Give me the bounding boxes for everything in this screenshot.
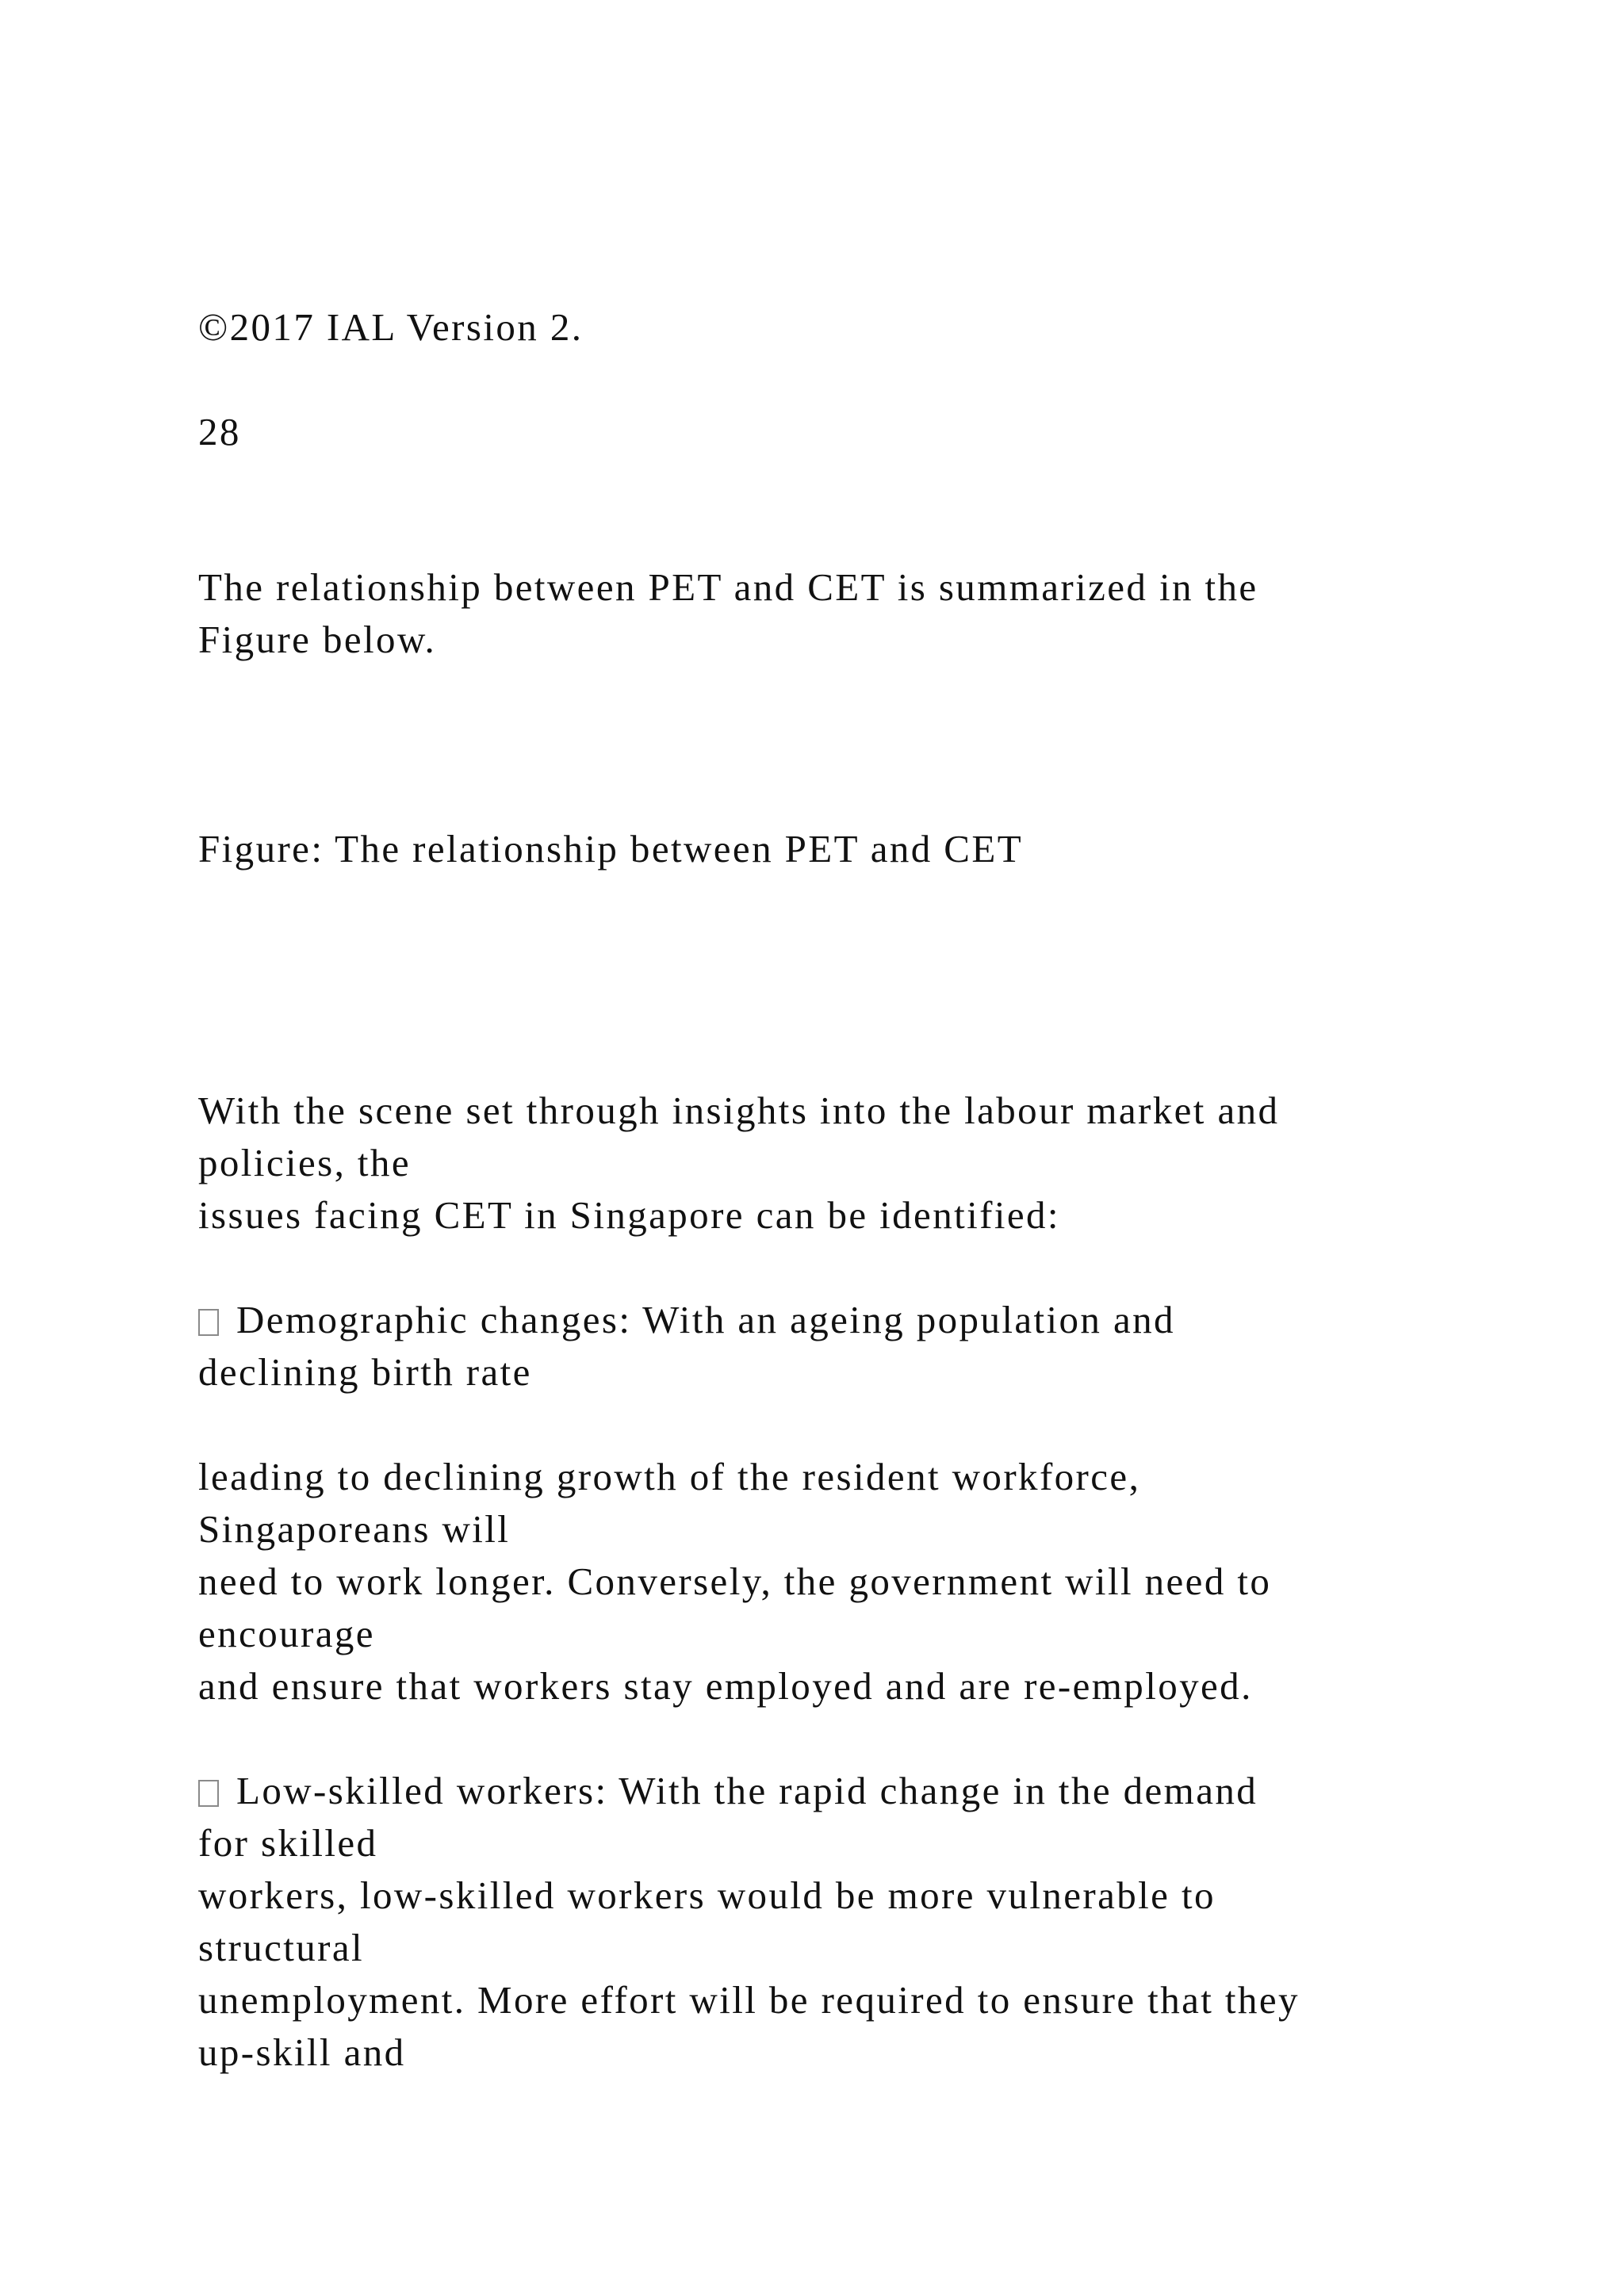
- page-number: 28: [198, 410, 241, 453]
- intro-line-2: Figure below.: [198, 618, 437, 661]
- bullet-1-line: need to work longer. Conversely, the government will need to: [198, 1559, 1272, 1603]
- bullet-2-line: for skilled: [198, 1821, 378, 1865]
- figure-caption: Figure: The relationship between PET and CET: [198, 827, 1024, 871]
- missing-glyph-box-icon: [198, 1309, 219, 1336]
- lead-line-3: issues facing CET in Singapore can be identified:: [198, 1193, 1060, 1237]
- bullet-2-first-line: [198, 1771, 1258, 1810]
- bullet-2-line: up-skill and: [198, 2030, 406, 2074]
- bullet-1-line: encourage: [198, 1612, 375, 1655]
- bullet-2-lead: Low-skilled workers: With the rapid change in the demand: [236, 1769, 1258, 1812]
- bullet-1-line: declining birth rate: [198, 1350, 532, 1394]
- bullet-2-line: structural: [198, 1926, 365, 1969]
- bullet-1-lead: Demographic changes: With an ageing population and: [236, 1298, 1175, 1341]
- lead-line-1: With the scene set through insights into the labour market and: [198, 1089, 1280, 1132]
- lead-line-2: policies, the: [198, 1141, 411, 1184]
- bullet-2-line: workers, low-skilled workers would be more vulnerable to: [198, 1873, 1216, 1917]
- bullet-1-line: leading to declining growth of the resident workforce,: [198, 1455, 1141, 1498]
- copyright-line: ©2017 IAL Version 2.: [198, 305, 584, 349]
- bullet-2-line: unemployment. More effort will be required to ensure that they: [198, 1978, 1300, 2022]
- intro-line-1: The relationship between PET and CET is summarized in the: [198, 565, 1258, 609]
- bullet-1-first-line: [198, 1300, 1175, 1339]
- missing-glyph-box-icon: [198, 1780, 219, 1807]
- bullet-1-line: and ensure that workers stay employed and are re-employed.: [198, 1664, 1253, 1708]
- bullet-1-line: Singaporeans will: [198, 1507, 511, 1551]
